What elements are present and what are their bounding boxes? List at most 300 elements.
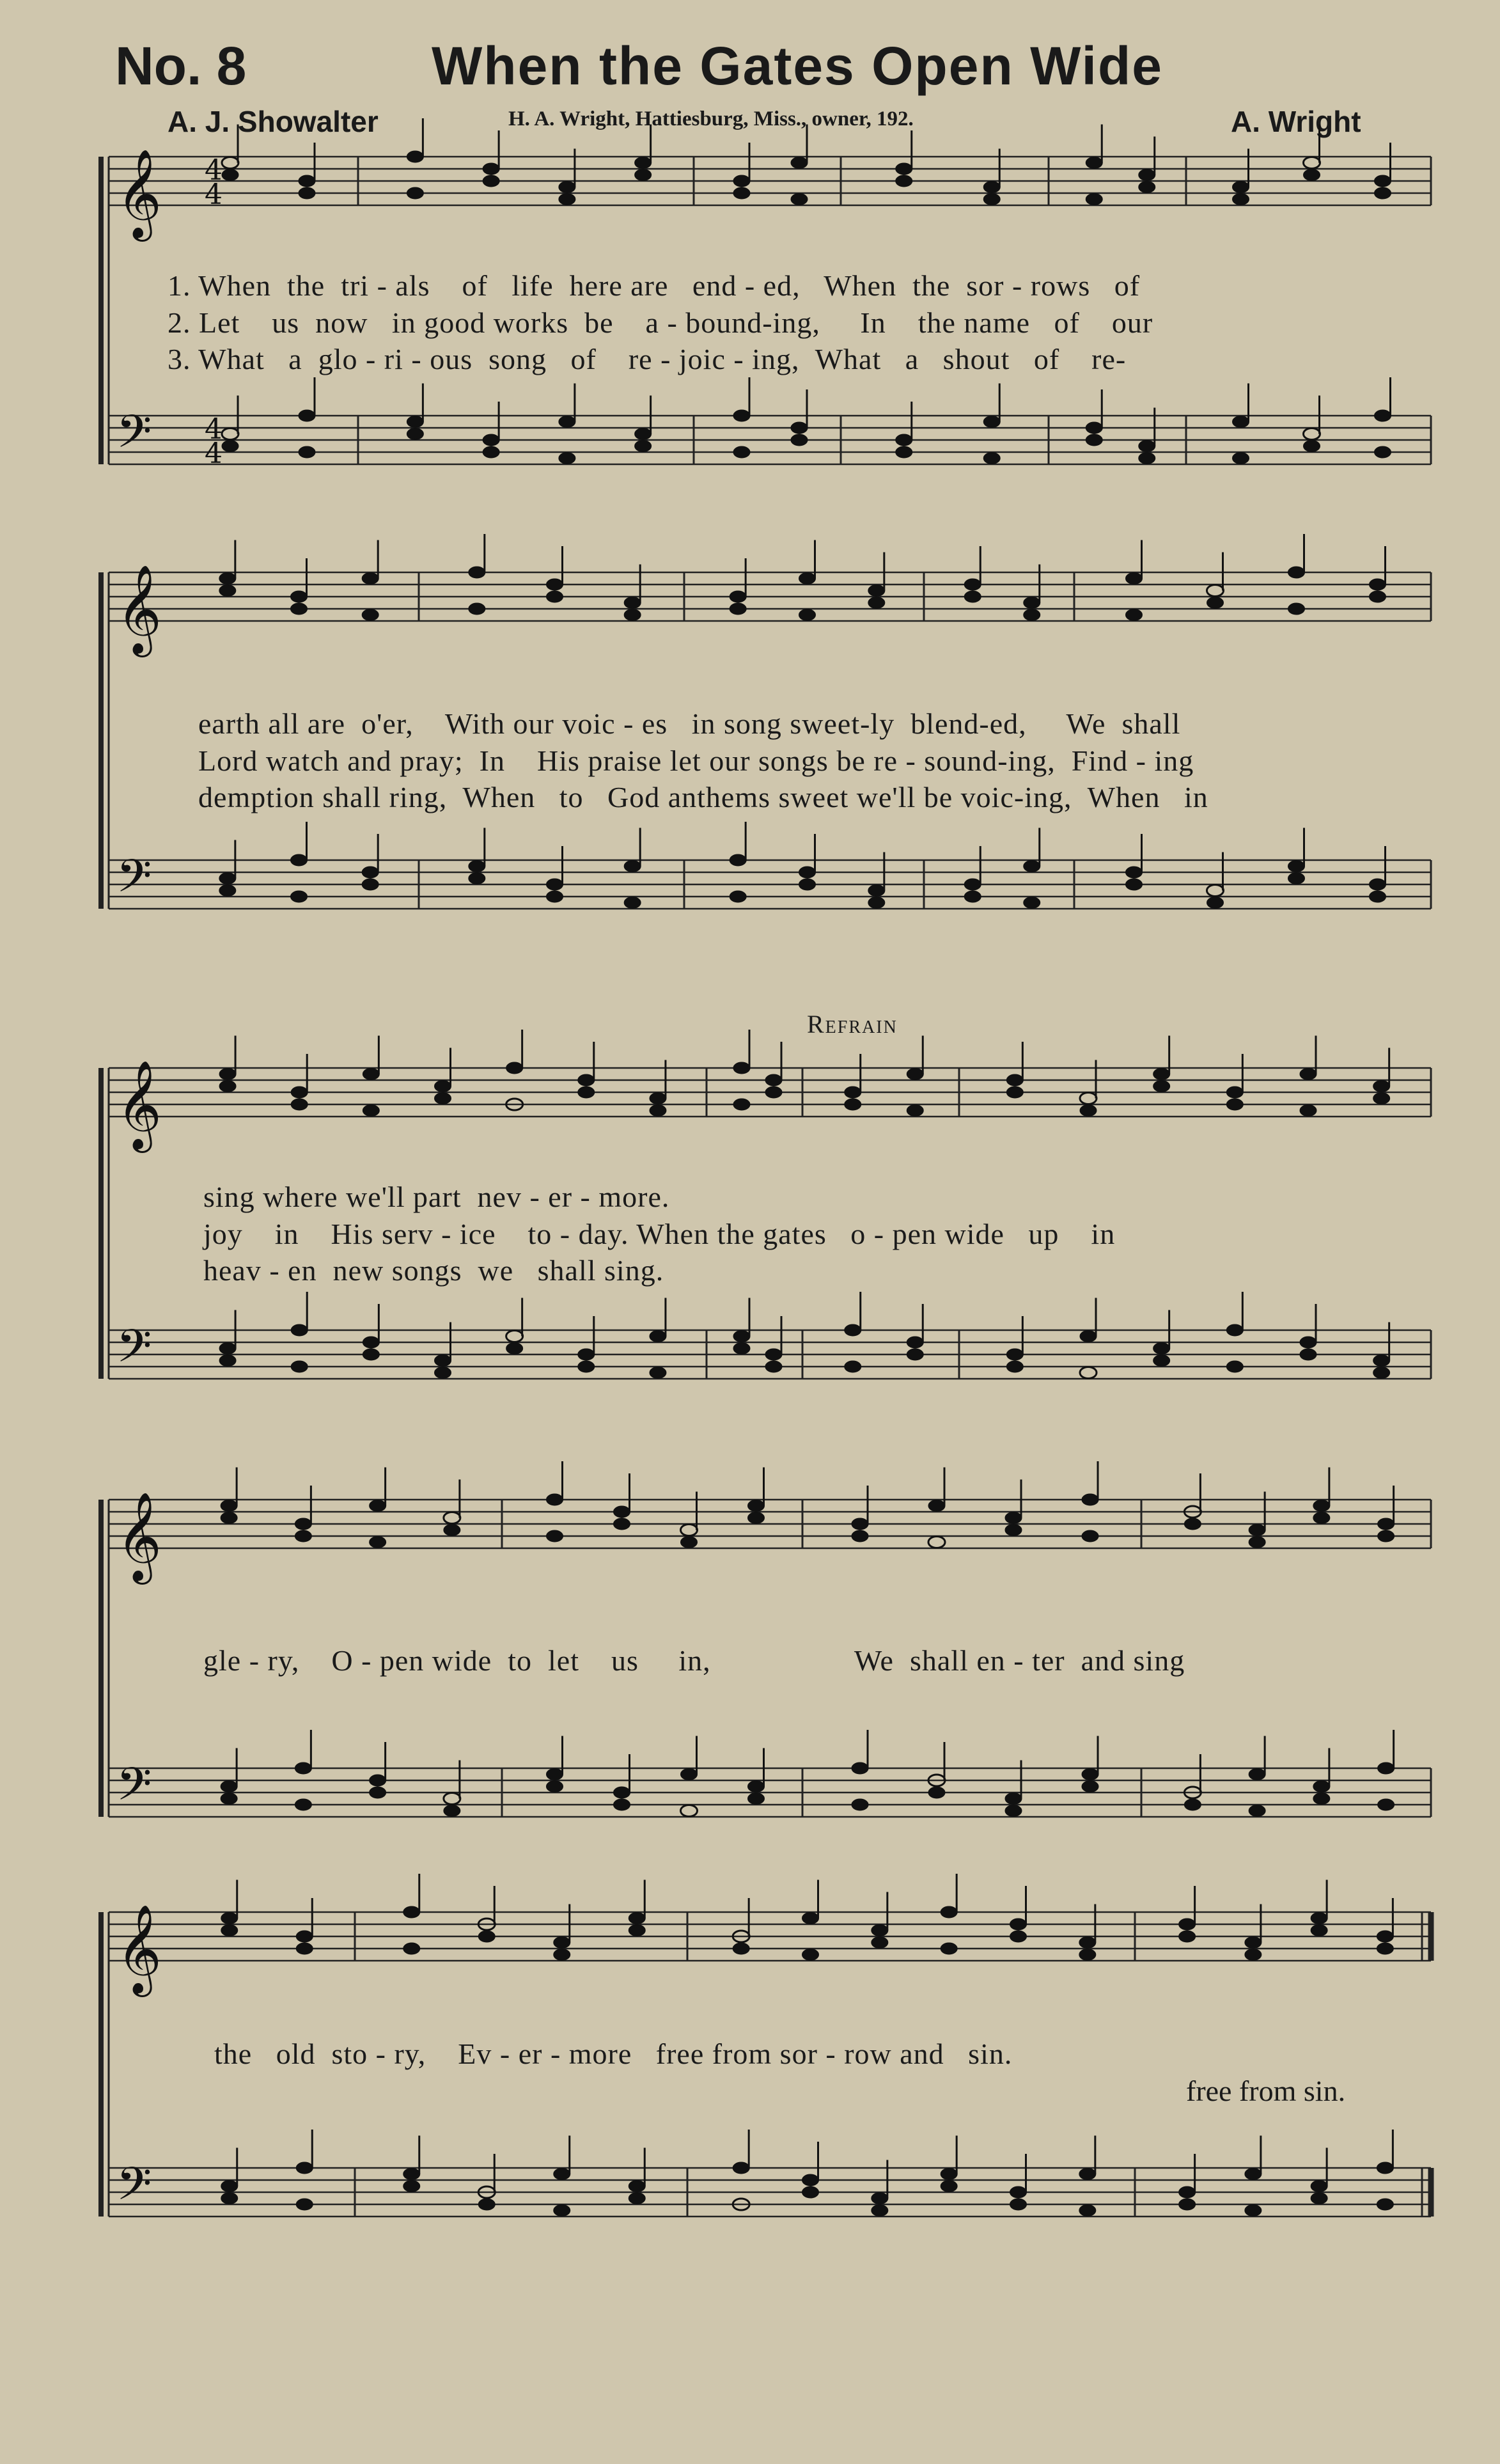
note-head <box>291 603 308 615</box>
note-head <box>983 453 1000 464</box>
note-head <box>506 1331 523 1342</box>
note-head <box>635 157 652 169</box>
note-head <box>1179 2186 1196 2198</box>
treble-clef-icon: 𝄞 <box>116 1904 162 1993</box>
bass-clef-icon: 𝄢 <box>116 1758 152 1822</box>
note-head <box>983 182 1000 193</box>
lyric-line-1-3: 3. What a glo - ri - ous song of re - joic - ing, What a shout of re- <box>168 343 1127 375</box>
note-head <box>1006 1361 1023 1372</box>
note-head <box>403 2181 420 2192</box>
note-head <box>1304 428 1320 440</box>
lyric-line-1-1: 1. When the tri - als of life here are end - ed, When the sor - rows of <box>168 269 1141 302</box>
note-head <box>296 1943 313 1954</box>
note-head <box>370 1787 386 1798</box>
note-head <box>733 1099 750 1110</box>
note-head <box>1024 597 1040 609</box>
note-head <box>799 867 816 878</box>
treble-clef-icon: 𝄞 <box>116 1492 162 1581</box>
note-head <box>1082 1530 1098 1542</box>
note-head <box>733 187 750 199</box>
note-head <box>629 1925 645 1936</box>
note-head <box>1207 585 1224 597</box>
lyric-line-2-2: Lord watch and pray; In His praise let our songs be re - sound-ing, Find - ing <box>198 744 1194 777</box>
note-head <box>1300 1349 1316 1360</box>
note-head <box>370 1500 386 1512</box>
note-head <box>219 1069 236 1080</box>
note-head <box>868 885 885 897</box>
note-head <box>362 867 379 878</box>
note-head <box>733 175 750 187</box>
note-head <box>614 1787 630 1798</box>
note-head <box>1377 1931 1393 1942</box>
note-head <box>222 157 238 169</box>
note-head <box>1311 1925 1327 1936</box>
note-head <box>559 194 575 205</box>
note-head <box>941 1906 957 1918</box>
note-head <box>299 410 315 421</box>
note-head <box>802 1949 819 1961</box>
note-head <box>362 609 379 621</box>
note-head <box>765 1349 782 1360</box>
author-credit: A. Wright <box>1231 105 1361 138</box>
note-head <box>547 1494 563 1505</box>
note-head <box>871 2193 888 2204</box>
note-head <box>791 434 808 446</box>
note-head <box>1139 453 1155 464</box>
note-head <box>1288 873 1305 884</box>
note-head <box>896 163 912 175</box>
note-head <box>1080 1105 1097 1117</box>
lyric-line-1-2: 2. Let us now in good works be a - bound-ing, In the name of our <box>168 306 1153 339</box>
note-head <box>1245 2169 1262 2180</box>
time-signature-top: 4 <box>205 154 223 187</box>
note-head <box>799 573 816 585</box>
note-head <box>554 1949 570 1961</box>
note-head <box>733 2162 749 2174</box>
note-head <box>296 2162 313 2174</box>
note-head <box>1300 1337 1316 1348</box>
bass-clef-icon: 𝄢 <box>116 850 152 914</box>
note-head <box>506 1343 523 1354</box>
note-head <box>1005 1793 1022 1805</box>
bass-clef-icon: 𝄢 <box>116 1320 152 1384</box>
time-signature-bottom: 4 <box>205 178 223 211</box>
note-head <box>295 1518 311 1530</box>
note-head <box>1079 1937 1096 1949</box>
note-head <box>1313 1781 1330 1793</box>
note-head <box>896 446 912 458</box>
note-head <box>1005 1525 1022 1536</box>
note-head <box>1245 2205 1262 2217</box>
note-head <box>765 1087 782 1098</box>
note-head <box>791 194 808 205</box>
note-head <box>871 1925 888 1936</box>
note-head <box>635 441 652 452</box>
note-head <box>852 1518 868 1530</box>
note-head <box>1139 169 1155 181</box>
note-head <box>802 2174 819 2186</box>
note-head <box>1377 1943 1393 1954</box>
note-head <box>748 1793 765 1805</box>
note-head <box>478 1931 495 1942</box>
note-head <box>1179 1931 1196 1942</box>
note-head <box>1378 1530 1395 1542</box>
note-head <box>871 1937 888 1949</box>
note-head <box>554 1937 570 1949</box>
note-head <box>407 428 423 440</box>
note-head <box>363 1349 379 1360</box>
note-head <box>1249 1805 1265 1817</box>
note-head <box>624 609 641 621</box>
note-head <box>291 854 308 866</box>
note-head <box>650 1331 666 1342</box>
note-head <box>896 434 912 446</box>
note-head <box>941 2169 957 2180</box>
note-head <box>296 1931 313 1942</box>
note-head <box>295 1762 311 1774</box>
note-head <box>1370 591 1386 602</box>
note-head <box>559 182 575 193</box>
note-head <box>1184 1518 1201 1530</box>
note-head <box>547 879 563 890</box>
lyric-line-2-1: earth all are o'er, With our voic - es in song sweet-ly blend-ed, We shall <box>198 707 1181 740</box>
note-head <box>362 573 379 585</box>
note-head <box>554 2205 570 2217</box>
note-head <box>629 2181 645 2192</box>
note-head <box>219 1081 236 1092</box>
note-head <box>964 891 981 902</box>
note-head <box>1288 603 1305 615</box>
note-head <box>730 603 746 615</box>
note-head <box>1010 2186 1027 2198</box>
treble-clef-icon: 𝄞 <box>116 565 162 654</box>
note-head <box>964 591 981 602</box>
note-head <box>624 861 641 872</box>
note-head <box>1184 1799 1201 1810</box>
note-head <box>219 873 236 884</box>
note-head <box>1207 885 1224 897</box>
note-head <box>296 2199 313 2210</box>
note-head <box>1375 187 1391 199</box>
note-head <box>1373 1081 1390 1092</box>
note-head <box>748 1512 765 1524</box>
note-head <box>1179 2199 1196 2210</box>
note-head <box>1024 897 1040 909</box>
note-head <box>907 1349 923 1360</box>
bass-clef-icon: 𝄢 <box>116 2158 152 2222</box>
note-head <box>1313 1512 1330 1524</box>
note-head <box>1375 410 1391 421</box>
note-head <box>483 434 499 446</box>
note-head <box>559 416 575 428</box>
note-head <box>1311 2193 1327 2204</box>
hymn-title: When the Gates Open Wide <box>432 36 1164 96</box>
note-head <box>578 1349 595 1360</box>
note-head <box>852 1530 868 1542</box>
note-head <box>1226 1099 1243 1110</box>
note-head <box>733 446 750 458</box>
note-head <box>650 1367 666 1379</box>
note-head <box>1006 1074 1023 1086</box>
note-head <box>219 585 236 597</box>
note-head <box>221 1781 237 1793</box>
note-head <box>403 1943 420 1954</box>
note-head <box>478 2199 495 2210</box>
note-head <box>407 151 423 162</box>
note-head <box>964 579 981 590</box>
note-head <box>1006 1349 1023 1360</box>
lyric-line-4-1: gle - ry, O - pen wide to let us in, We shall en - ter and sing <box>203 1644 1185 1677</box>
note-head <box>871 2205 888 2217</box>
note-head <box>1249 1537 1265 1548</box>
note-head <box>483 175 499 187</box>
note-head <box>765 1361 782 1372</box>
note-head <box>614 1799 630 1810</box>
note-head <box>1377 2162 1393 2174</box>
note-head <box>1313 1793 1330 1805</box>
note-head <box>506 1062 523 1074</box>
note-head <box>483 446 499 458</box>
note-head <box>1378 1518 1395 1530</box>
note-head <box>765 1074 782 1086</box>
note-head <box>547 891 563 902</box>
note-head <box>1373 1355 1390 1367</box>
note-head <box>219 1343 236 1354</box>
note-head <box>291 1087 308 1098</box>
note-head <box>1024 861 1040 872</box>
note-head <box>802 1913 819 1924</box>
note-head <box>1024 609 1040 621</box>
note-head <box>578 1087 595 1098</box>
note-head <box>733 1062 750 1074</box>
note-head <box>1082 1781 1098 1793</box>
lyric-line-3-3: heav - en new songs we shall sing. <box>203 1254 664 1287</box>
note-head <box>1245 1937 1262 1949</box>
note-head <box>1304 169 1320 181</box>
note-head <box>444 1805 460 1817</box>
note-head <box>444 1512 460 1524</box>
note-head <box>1139 182 1155 193</box>
note-head <box>907 1069 923 1080</box>
note-head <box>1086 194 1102 205</box>
copyright-notice: H. A. Wright, Hattiesburg, Miss., owner, 192. <box>508 107 914 130</box>
alt-ending-lyric: free from sin. <box>1186 2075 1346 2107</box>
note-head <box>1207 897 1224 909</box>
note-head <box>629 2193 645 2204</box>
note-head <box>733 1943 749 1954</box>
note-head <box>791 422 808 434</box>
note-head <box>941 2181 957 2192</box>
note-head <box>1079 2169 1096 2180</box>
note-head <box>1079 1949 1096 1961</box>
bass-clef-icon: 𝄢 <box>116 405 152 469</box>
note-head <box>852 1762 868 1774</box>
note-head <box>852 1799 868 1810</box>
note-head <box>614 1506 630 1518</box>
note-head <box>681 1769 698 1780</box>
note-head <box>1010 2199 1027 2210</box>
note-head <box>1373 1367 1390 1379</box>
note-head <box>681 1805 698 1817</box>
note-head <box>681 1525 698 1536</box>
note-head <box>291 1361 308 1372</box>
time-signature-bottom: 4 <box>205 437 223 470</box>
note-head <box>299 446 315 458</box>
note-head <box>1005 1805 1022 1817</box>
note-head <box>748 1500 765 1512</box>
note-head <box>629 1913 645 1924</box>
note-head <box>1010 1931 1027 1942</box>
note-head <box>469 567 485 578</box>
note-head <box>1153 1343 1170 1354</box>
note-head <box>1139 441 1155 452</box>
note-head <box>635 428 652 440</box>
note-head <box>221 1512 237 1524</box>
note-head <box>730 854 746 866</box>
note-head <box>1006 1087 1023 1098</box>
note-head <box>733 410 750 421</box>
note-head <box>1370 879 1386 890</box>
note-head <box>1300 1105 1316 1117</box>
note-head <box>554 2169 570 2180</box>
note-head <box>868 597 885 609</box>
note-head <box>802 2186 819 2198</box>
note-head <box>1378 1799 1395 1810</box>
note-head <box>291 891 308 902</box>
lyric-line-5-1: the old sto - ry, Ev - er - more free from sor - row and sin. <box>214 2037 1013 2070</box>
note-head <box>547 579 563 590</box>
note-head <box>1245 1949 1262 1961</box>
note-head <box>1226 1361 1243 1372</box>
note-head <box>1249 1525 1265 1536</box>
note-head <box>1179 1919 1196 1930</box>
note-head <box>1233 453 1249 464</box>
note-head <box>845 1099 861 1110</box>
note-head <box>1288 861 1305 872</box>
note-head <box>733 1343 750 1354</box>
note-head <box>928 1537 945 1548</box>
note-head <box>1126 879 1143 890</box>
lyric-line-3-1: sing where we'll part nev - er - more. <box>203 1181 670 1213</box>
note-head <box>483 163 499 175</box>
note-head <box>221 2193 238 2204</box>
note-head <box>444 1793 460 1805</box>
note-head <box>1086 422 1102 434</box>
note-head <box>624 897 641 909</box>
note-head <box>799 609 816 621</box>
note-head <box>868 585 885 597</box>
note-head <box>1153 1069 1170 1080</box>
note-head <box>469 603 485 615</box>
lyric-line-2-3: demption shall ring, When to God anthems sweet we'll be voic-ing, When in <box>198 781 1208 813</box>
note-head <box>983 416 1000 428</box>
time-signature-top: 4 <box>205 413 223 446</box>
note-head <box>1207 597 1224 609</box>
note-head <box>868 897 885 909</box>
note-head <box>547 591 563 602</box>
note-head <box>748 1781 765 1793</box>
note-head <box>370 1537 386 1548</box>
note-head <box>1126 573 1143 585</box>
note-head <box>1304 441 1320 452</box>
note-head <box>222 441 238 452</box>
note-head <box>221 1913 238 1924</box>
note-head <box>435 1367 451 1379</box>
note-head <box>362 879 379 890</box>
note-head <box>1126 609 1143 621</box>
treble-clef-icon: 𝄞 <box>116 1060 162 1149</box>
note-head <box>1080 1367 1097 1379</box>
note-head <box>1313 1500 1330 1512</box>
note-head <box>1304 157 1320 169</box>
note-head <box>1375 175 1391 187</box>
note-head <box>928 1500 945 1512</box>
note-head <box>363 1105 379 1117</box>
note-head <box>1005 1512 1022 1524</box>
note-head <box>407 187 423 199</box>
note-head <box>1370 579 1386 590</box>
note-head <box>444 1525 460 1536</box>
note-head <box>295 1799 311 1810</box>
note-head <box>221 1925 238 1936</box>
note-head <box>964 879 981 890</box>
composer-credit: A. J. Showalter <box>168 105 379 138</box>
note-head <box>1300 1069 1316 1080</box>
note-head <box>1311 2181 1327 2192</box>
note-head <box>614 1518 630 1530</box>
note-head <box>845 1087 861 1098</box>
note-head <box>299 175 315 187</box>
treble-clef-icon: 𝄞 <box>116 149 162 238</box>
note-head <box>469 873 485 884</box>
note-head <box>1373 1093 1390 1104</box>
note-head <box>1226 1324 1243 1336</box>
note-head <box>1086 434 1102 446</box>
note-head <box>1233 182 1249 193</box>
note-head <box>370 1775 386 1786</box>
note-head <box>578 1074 595 1086</box>
note-head <box>983 194 1000 205</box>
note-head <box>845 1361 861 1372</box>
note-head <box>363 1337 379 1348</box>
note-head <box>791 157 808 169</box>
note-head <box>1082 1769 1098 1780</box>
note-head <box>1370 891 1386 902</box>
note-head <box>1153 1355 1170 1367</box>
note-head <box>363 1069 379 1080</box>
note-head <box>407 416 423 428</box>
note-head <box>547 1769 563 1780</box>
note-head <box>221 2181 238 2192</box>
note-head <box>435 1355 451 1367</box>
note-head <box>219 573 236 585</box>
note-head <box>295 1530 311 1542</box>
note-head <box>1233 194 1249 205</box>
note-head <box>221 1793 237 1805</box>
note-head <box>1086 157 1102 169</box>
note-head <box>1233 416 1249 428</box>
note-head <box>435 1093 451 1104</box>
note-head <box>1377 2199 1393 2210</box>
note-head <box>941 1943 957 1954</box>
note-head <box>403 2169 420 2180</box>
note-head <box>845 1324 861 1336</box>
note-head <box>1079 2205 1096 2217</box>
note-head <box>222 428 238 440</box>
note-head <box>219 1355 236 1367</box>
note-head <box>299 187 315 199</box>
note-head <box>1082 1494 1098 1505</box>
